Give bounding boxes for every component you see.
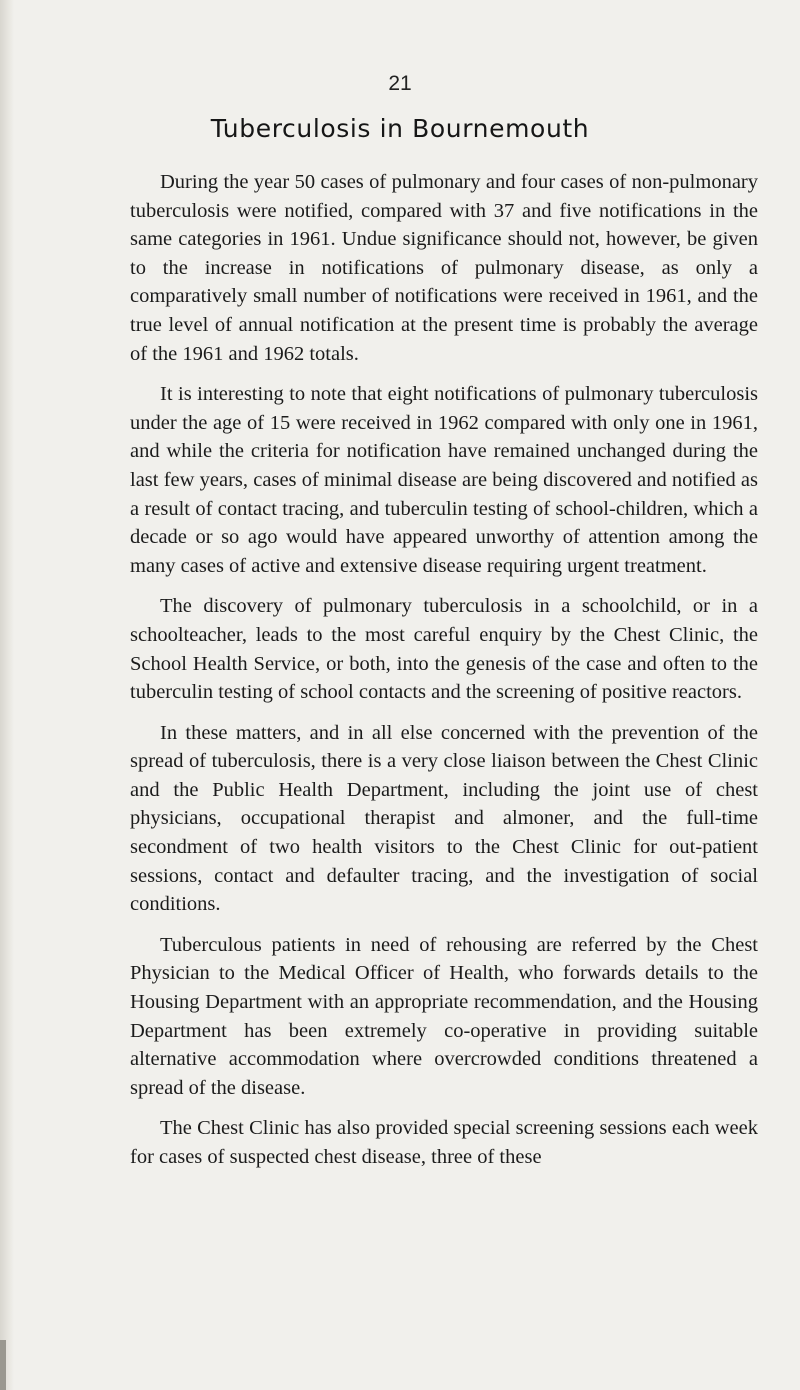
page-binding-edge: [0, 0, 14, 1390]
paragraph: It is interesting to note that eight notifications of pulmonary tuberculosis under the age of 15 were received in 1962 compared with only one in 1961, and while the criteria for notification have remained unchanged during the last few years, cases of minimal disease are being discovered and notified as a result of contact tracing, and tuberculin testing of school-children, which a decade or so ago would have appeared unworthy of attention among the many cases of active and extensive disease requiring urgent treatment.: [130, 383, 758, 577]
paragraph: Tuberculous patients in need of rehousing are referred by the Chest Physician to the Medical Officer of Health, who forwards details to the Housing Department with an appropriate recommendation, and the Housing Department has been extremely co-operative in providing suitable alternative accommodation where overcrowded conditions threatened a spread of the disease.: [130, 933, 758, 1099]
page-number: 21: [388, 72, 412, 95]
page-edge-shadow: [0, 1340, 6, 1390]
page-title: Tuberculosis in Bournemouth: [210, 114, 590, 143]
paragraph: During the year 50 cases of pulmonary and four cases of non-pulmonary tuberculosis were notified, compared with 37 and five notifications in the same categories in 1961. Undue significance should not, however, be given to the increase in notifications of pulmonary disease, as only a comparatively small number of notifications were received in 1961, and the true level of annual notification at the present time is probably the average of the 1961 and 1962 totals.: [130, 171, 758, 365]
paragraph: The Chest Clinic has also provided special screening sessions each week for cases of suspected chest disease, three of these: [130, 1117, 758, 1168]
body-text: [130, 168, 758, 1184]
paragraph: The discovery of pulmonary tuberculosis in a schoolchild, or in a schoolteacher, leads to the most careful enquiry by the Chest Clinic, the School Health Service, or both, into the genesis of the case and often to the tuberculin testing of school contacts and the screening of positive reactors.: [130, 595, 758, 704]
paragraph: In these matters, and in all else concerned with the prevention of the spread of tuberculosis, there is a very close liaison between the Chest Clinic and the Public Health Department, including the joint use of chest physicians, occupational therapist and almoner, and the full-time secondment of two health visitors to the Chest Clinic for out-patient sessions, contact and defaulter tracing, and the investigation of social conditions.: [130, 721, 758, 916]
